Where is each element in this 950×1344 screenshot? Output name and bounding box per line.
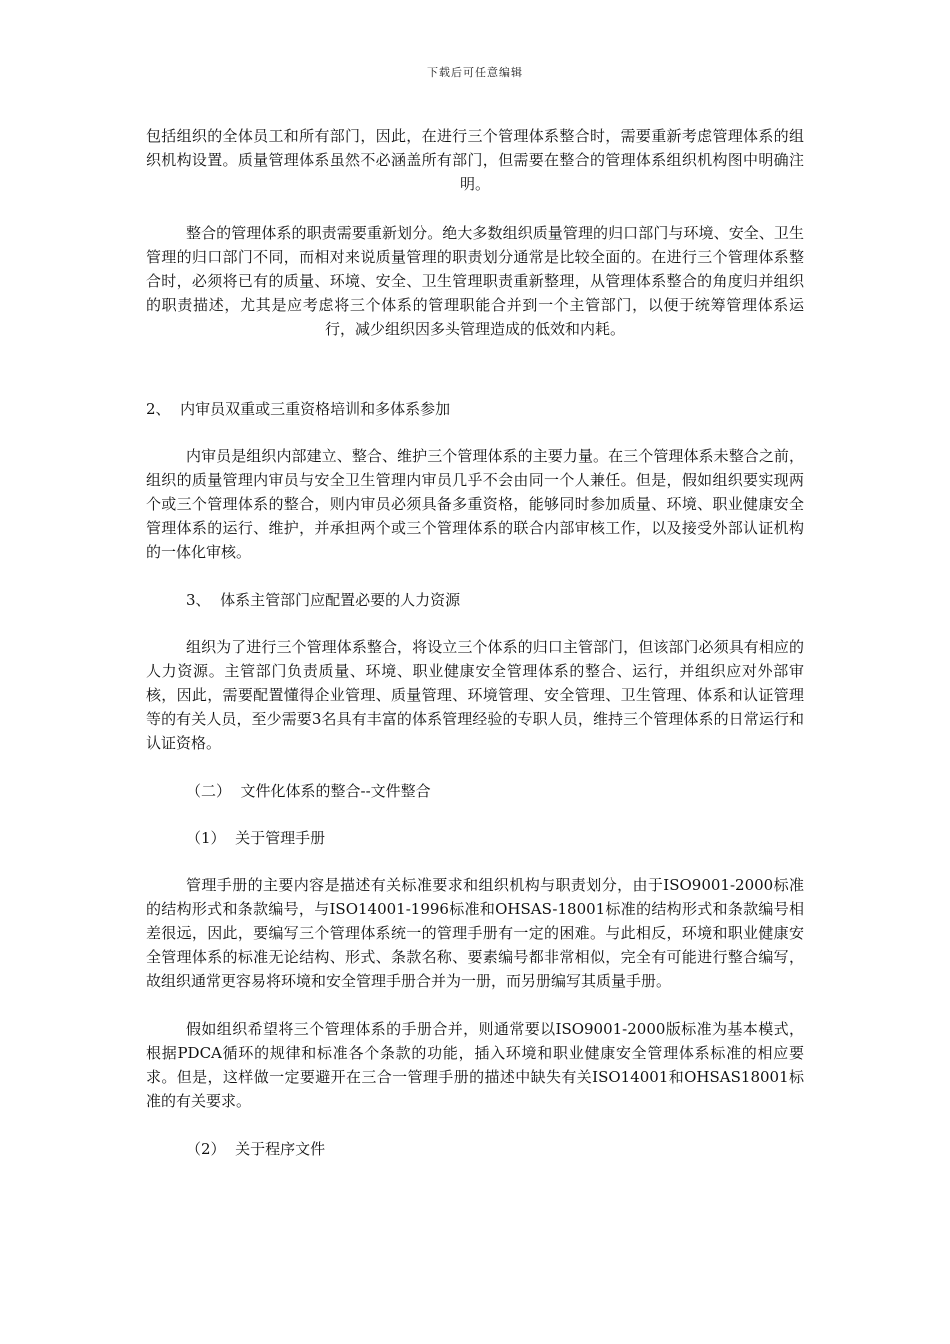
page-header: 下载后可任意编辑 xyxy=(427,66,523,79)
paragraph-human-resources: 组织为了进行三个管理体系整合，将设立三个体系的归口主管部门，但该部门必须具有相应的人力资源。主管部门负责质量、环境、职业健康安全管理体系的整合、运行，并组织应对外部审核，因此，需要配置懂得企业管理、质量管理、环境管理、安全管理、卫生管理、体系和认证管理等的有关人员，至少需要3名具有丰富的体系管理经验的专职人员，维持三个管理体系的日常运行和认证资格。 xyxy=(146,638,804,752)
document-body xyxy=(146,124,804,1184)
paragraph-internal-auditor: 内审员是组织内部建立、整合、维护三个管理体系的主要力量。在三个管理体系未整合之前，组织的质量管理内审员与安全卫生管理内审员几乎不会由同一个人兼任。但是，假如组织要实现两个或三个管理体系的整合，则内审员必须具备多重资格，能够同时参加质量、环境、职业健康安全管理体系的运行、维护，并承担两个或三个管理体系的联合内部审核工作，以及接受外部认证机构的一体化审核。 xyxy=(146,447,804,561)
paragraph-responsibilities: 整合的管理体系的职责需要重新划分。绝大多数组织质量管理的归口部门与环境、安全、卫生管理的归口部门不同，而相对来说质量管理的职责划分通常是比较全面的。在进行三个管理体系整合时，必须将已有的质量、环境、安全、卫生管理职责重新整理，从管理体系整合的角度归并组织的职责描述，尤其是应考虑将三个体系的管理职能合并到一个主管部门，以便于统筹管理体系运行，减少组织因多头管理造成的低效和内耗。 xyxy=(146,224,804,338)
paragraph-manual-merge: 假如组织希望将三个管理体系的手册合并，则通常要以ISO9001-2000版标准为基本模式，根据PDCA循环的规律和标准各个条款的功能，插入环境和职业健康安全管理体系标准的相应要求。但是，这样做一定要避开在三合一管理手册的描述中缺失有关ISO14001和OHSAS18001标准的有关要求。 xyxy=(146,1020,804,1110)
section-heading-document-integration: （二） 文件化体系的整合--文件整合 xyxy=(186,782,431,800)
paragraph-management-manual: 管理手册的主要内容是描述有关标准要求和组织机构与职责划分，由于ISO9001-2000标准的结构形式和条款编号，与ISO14001-1996标准和OHSAS-18001标准的结构形式和条款编号相差很远，因此，要编写三个管理体系统一的管理手册有一定的困难。与此相反，环境和职业健康安全管理体系的标准无论结构、形式、条款名称、要素编号都非常相似，完全有可能进行整合编写，故组织通常更容易将环境和安全管理手册合并为一册，而另册编写其质量手册。 xyxy=(146,876,804,990)
spacer xyxy=(146,365,804,397)
section-heading-human-resources: 3、 体系主管部门应配置必要的人力资源 xyxy=(186,591,461,609)
section-heading-internal-auditor: 2、 内审员双重或三重资格培训和多体系参加 xyxy=(146,400,451,418)
paragraph-org-structure: 包括组织的全体员工和所有部门，因此，在进行三个管理体系整合时，需要重新考虑管理体系的组织机构设置。质量管理体系虽然不必涵盖所有部门，但需要在整合的管理体系组织机构图中明确注明。 xyxy=(146,127,804,193)
subsection-heading-management-manual: （1） 关于管理手册 xyxy=(186,829,326,847)
subsection-heading-procedure-documents: （2） 关于程序文件 xyxy=(186,1140,326,1158)
